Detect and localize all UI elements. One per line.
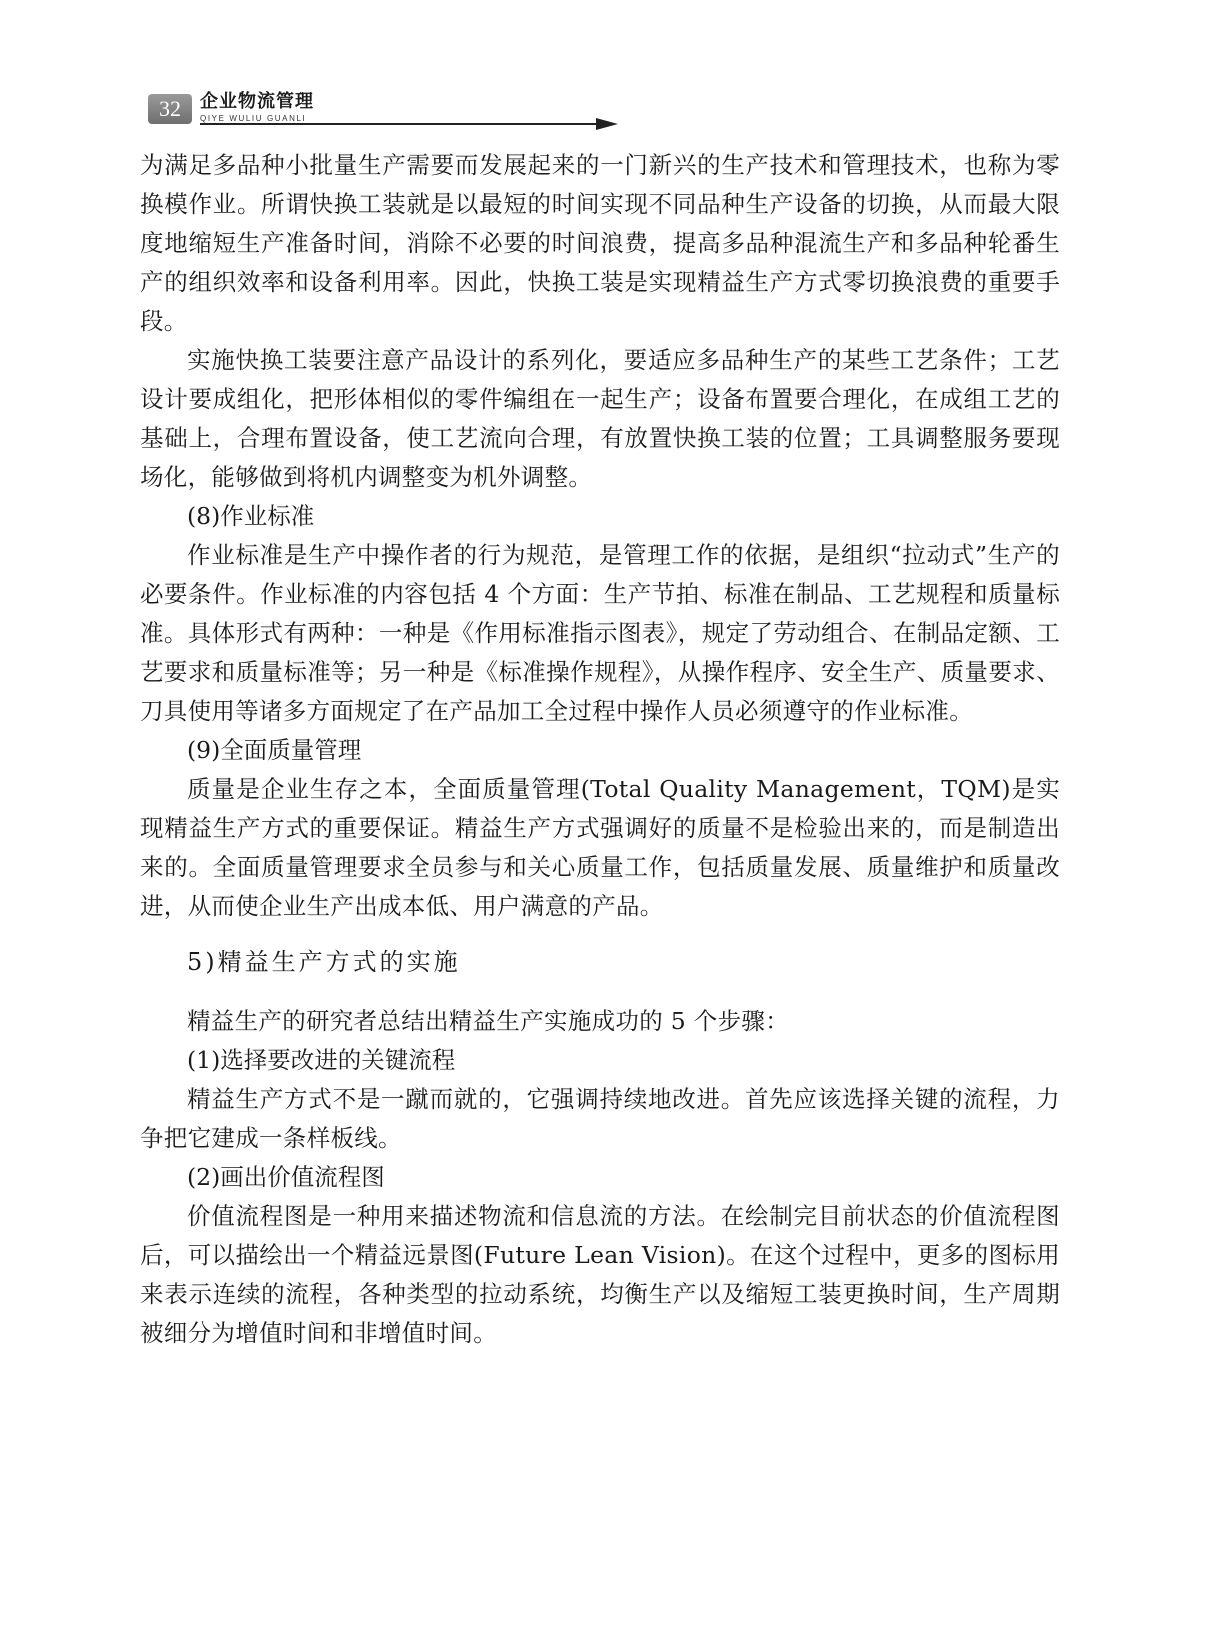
- paragraph-five-steps-intro: 精益生产的研究者总结出精益生产实施成功的 5 个步骤：: [187, 1007, 789, 1035]
- paragraph-quick-change-intro: 为满足多品种小批量生产需要而发展起来的一门新兴的生产技术和管理技术，也称为零换模作业。所谓快换工装就是以最短的时间实现不同品种生产设备的切换，从而最大限度地缩短生产准备时间，消除不必要的时间浪费，提高多品种混流生产和多品种轮番生产的组织效率和设备利用率。因此，快换工装是实现精益生产方式零切换浪费的重要手段。: [140, 151, 1060, 335]
- book-title: 企业物流管理: [200, 91, 314, 112]
- paragraph-work-standards: 作业标准是生产中操作者的行为规范，是管理工作的依据，是组织“拉动式”生产的必要条件。作业标准的内容包括 4 个方面：生产节拍、标准在制品、工艺规程和质量标准。具体形式有两种：一种是《作用标准指示图表》，规定了劳动组合、在制品定额、工艺要求和质量标准等；另一种是《标准操作规程》，从操作程序、安全生产、质量要求、刀具使用等诸多方面规定了在产品加工全过程中操作人员必须遵守的作业标准。: [140, 541, 1060, 725]
- subheading-step-1: (1)选择要改进的关键流程: [187, 1046, 456, 1074]
- header-rule: [200, 123, 605, 125]
- page-number: 32: [148, 94, 192, 124]
- header-arrow-icon: [596, 118, 618, 130]
- section-heading-lean-implementation: 5)精益生产方式的实施: [187, 948, 461, 976]
- running-header: [148, 90, 638, 130]
- paragraph-tqm: 质量是企业生存之本，全面质量管理(Total Quality Management，TQM)是实现精益生产方式的重要保证。精益生产方式强调好的质量不是检验出来的，而是制造出来的。全面质量管理要求全员参与和关心质量工作，包括质量发展、质量维护和质量改进，从而使企业生产出成本低、用户满意的产品。: [140, 775, 1060, 920]
- subheading-step-2: (2)画出价值流程图: [187, 1163, 385, 1191]
- paragraph-quick-change-implementation: 实施快换工装要注意产品设计的系列化，要适应多品种生产的某些工艺条件；工艺设计要成组化，把形体相似的零件编组在一起生产；设备布置要合理化，在成组工艺的基础上，合理布置设备，使工艺流向合理，有放置快换工装的位置；工具调整服务要现场化，能够做到将机内调整变为机外调整。: [140, 346, 1060, 491]
- subheading-tqm: (9)全面质量管理: [187, 736, 362, 764]
- paragraph-step-1: 精益生产方式不是一蹴而就的，它强调持续地改进。首先应该选择关键的流程，力争把它建成一条样板线。: [140, 1085, 1060, 1152]
- book-subtitle: QIYE WULIU GUANLI: [200, 114, 307, 123]
- page-content: [140, 146, 1060, 1353]
- paragraph-step-2: 价值流程图是一种用来描述物流和信息流的方法。在绘制完目前状态的价值流程图后，可以描绘出一个精益远景图(Future Lean Vision)。在这个过程中，更多的图标用来表示连续的流程，各种类型的拉动系统，均衡生产以及缩短工装更换时间，生产周期被细分为增值时间和非增值时间。: [140, 1202, 1060, 1347]
- subheading-work-standards: (8)作业标准: [187, 502, 315, 530]
